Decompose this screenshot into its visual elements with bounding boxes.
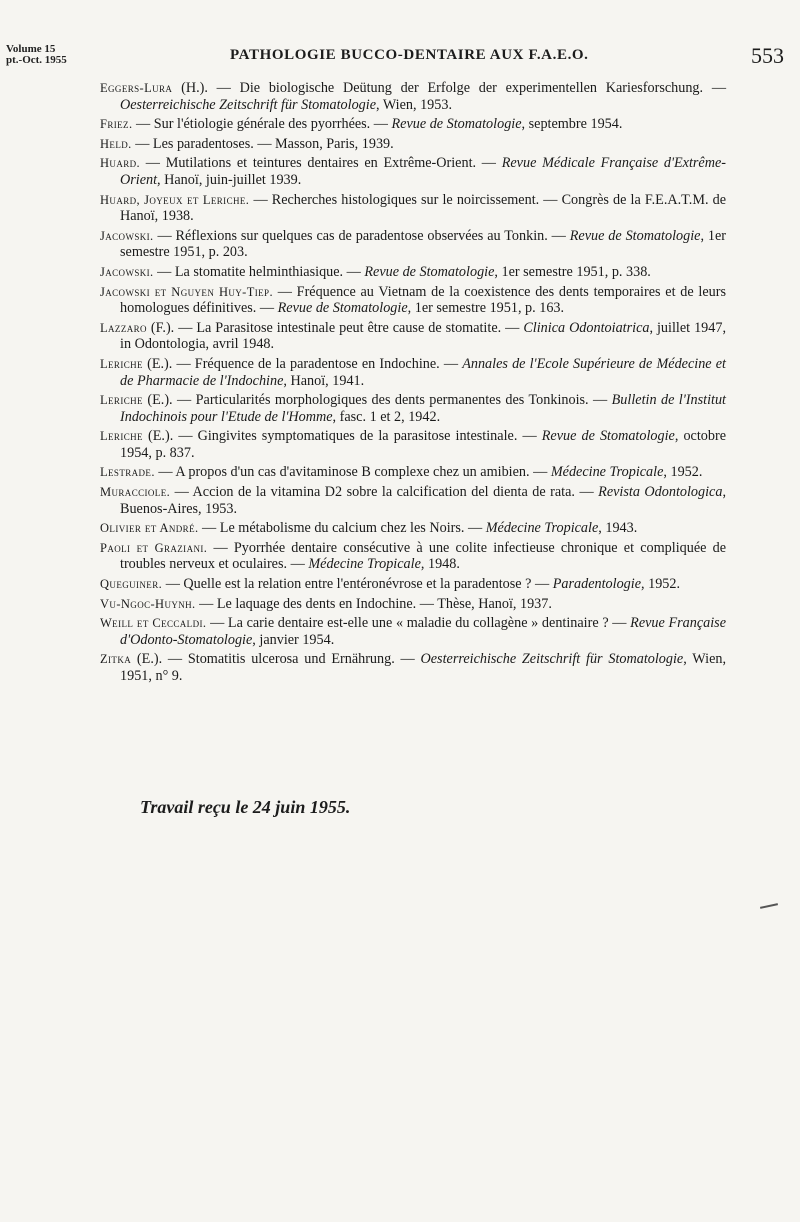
reference-author: Weill et Ceccaldi.	[100, 616, 207, 631]
reference-author: Leriche	[100, 393, 143, 408]
reference-entry	[100, 80, 726, 113]
reference-text: — Quelle est la relation entre l'entéronévrose et la paradentose ? —	[165, 576, 553, 593]
reference-text: — Sur l'étiologie générale des pyorrhées. —	[136, 116, 392, 133]
margin-mark	[760, 903, 778, 909]
reference-author: Queguiner.	[100, 577, 163, 592]
reference-text: (F.). — La Parasitose intestinale peut être cause de stomatite. —	[150, 319, 524, 336]
reference-author: Friez.	[100, 117, 133, 132]
reference-details: , octobre 1954, p. 837.	[120, 428, 727, 461]
reference-entry	[100, 428, 726, 461]
reference-source: Revue Médicale Française d'Extrême-Orient	[120, 155, 726, 188]
reference-source: Revue de Stomatologie	[541, 428, 675, 445]
reference-text: — Fréquence au Vietnam de la coexistence des dents temporaires et de leurs homologues définitives. —	[120, 283, 727, 317]
reference-entry	[100, 192, 726, 225]
reference-details: , Wien, 1953.	[376, 96, 453, 113]
reference-author: Lestrade.	[100, 465, 155, 480]
reference-text: — Recherches histologiques sur le noircissement. — Congrès de la F.E.A.T.M. de Hanoï, 1938.	[120, 191, 726, 225]
reference-entry	[100, 576, 726, 593]
reference-source: Revue de Stomatologie	[277, 300, 408, 317]
reference-source: Médecine Tropicale	[550, 464, 664, 481]
reference-text: — Réflexions sur quelques cas de paradentose observées au Tonkin. —	[157, 227, 570, 244]
reference-source: Revue de Stomatologie	[391, 116, 522, 133]
reference-entry	[100, 155, 726, 188]
reference-source: Médecine Tropicale	[308, 556, 421, 573]
reference-author: Huard, Joyeux et Leriche.	[100, 192, 250, 207]
reference-entry	[100, 596, 726, 613]
reference-author: Held.	[100, 136, 132, 151]
reference-text: — Pyorrhée dentaire consécutive à une colite infectieuse chronique et compliquée de troubles nerveux et oculaires. —	[120, 539, 727, 573]
reference-author: Jacowski et Nguyen Huy-Tiep.	[100, 284, 273, 299]
reference-details: , 1er semestre 1951, p. 203.	[120, 227, 727, 261]
issue-date: pt.-Oct. 1955	[6, 54, 67, 66]
reference-source: Revue Française d'Odonto-Stomatologie	[120, 615, 727, 648]
reference-details: , juillet 1947, in Odontologia, avril 1948.	[120, 319, 726, 353]
reference-entry	[100, 464, 726, 481]
reference-source: Oesterreichische Zeitschrift für Stomatologie	[120, 96, 376, 113]
reference-text: — La stomatite helminthiasique. —	[157, 263, 365, 280]
reference-details: , 1948.	[420, 556, 460, 573]
reference-entry	[100, 320, 726, 353]
reference-text: — Mutilations et teintures dentaires en Extrême-Orient. —	[145, 155, 502, 172]
reference-author: Muracciole.	[100, 485, 171, 500]
reference-details: , fasc. 1 et 2, 1942.	[332, 408, 441, 425]
reference-text: (E.). — Gingivites symptomatiques de la parasitose intestinale. —	[148, 428, 542, 445]
reference-author: Paoli et Graziani.	[100, 540, 208, 555]
volume-number: Volume 15	[6, 43, 56, 55]
received-date: Travail reçu le 24 juin 1955.	[140, 797, 351, 817]
reference-text: — Le laquage des dents en Indochine. — Thèse, Hanoï, 1937.	[199, 595, 552, 612]
reference-entry	[100, 228, 726, 261]
reference-details: , 1er semestre 1951, p. 338.	[494, 263, 651, 280]
reference-author: Jacowski.	[100, 264, 154, 279]
reference-entry	[100, 651, 726, 684]
reference-author: Lazzaro	[100, 320, 147, 335]
reference-source: Revista Odontologica	[598, 484, 723, 501]
reference-source: Paradentologie	[552, 576, 641, 593]
reference-details: , 1952.	[641, 576, 681, 593]
reference-entry	[100, 540, 726, 573]
reference-details: , Hanoï, juin-juillet 1939.	[157, 171, 302, 188]
reference-details: , septembre 1954.	[521, 116, 623, 133]
reference-source: Oesterreichische Zeitschrift für Stomatologie	[420, 651, 684, 668]
reference-entry	[100, 136, 726, 153]
reference-source: Annales de l'Ecole Supérieure de Médecine et de Pharmacie de l'Indochine	[120, 355, 726, 389]
reference-entry	[100, 615, 726, 648]
reference-author: Leriche	[100, 429, 143, 444]
reference-author: Jacowski.	[100, 228, 154, 243]
reference-source: Revue de Stomatologie	[364, 263, 495, 280]
reference-details: , 1952.	[663, 464, 703, 481]
reference-list	[100, 80, 726, 688]
reference-details: , Wien, 1951, n° 9.	[120, 651, 727, 684]
reference-details: , janvier 1954.	[252, 631, 335, 648]
reference-text: (H.). — Die biologische Deütung der Erfolge der experimentellen Kariesforschung. —	[181, 80, 727, 96]
reference-text: — Le métabolisme du calcium chez les Noirs. —	[202, 520, 486, 537]
reference-entry	[100, 356, 726, 389]
reference-entry	[100, 484, 726, 517]
reference-details: , Buenos-Aires, 1953.	[120, 484, 726, 517]
reference-entry	[100, 284, 726, 317]
reference-details: , Hanoï, 1941.	[283, 372, 365, 389]
reference-details: , 1er semestre 1951, p. 163.	[407, 300, 565, 317]
reference-text: — Accion de la vitamina D2 sobre la calcification del dienta de rata. —	[174, 484, 599, 501]
reference-text: — Les paradentoses. — Masson, Paris, 1939.	[135, 135, 394, 152]
reference-text: (E.). — Stomatitis ulcerosa und Ernährung. —	[136, 651, 421, 668]
reference-text: — A propos d'un cas d'avitaminose B complexe chez un amibien. —	[158, 464, 551, 481]
reference-entry	[100, 116, 726, 133]
reference-text: (E.). — Fréquence de la paradentose en Indochine. —	[147, 355, 463, 372]
page-number: 553	[751, 43, 784, 68]
reference-source: Bulletin de l'Institut Indochinois pour l'Etude de l'Homme	[120, 392, 726, 425]
reference-source: Médecine Tropicale	[485, 520, 599, 537]
volume-label	[6, 44, 67, 66]
reference-entry	[100, 264, 726, 281]
reference-text: — La carie dentaire est-elle une « maladie du collagène » dentinaire ? —	[210, 615, 631, 632]
reference-author: Zitka	[100, 652, 132, 667]
running-title: PATHOLOGIE BUCCO-DENTAIRE AUX F.A.E.O.	[230, 47, 589, 63]
reference-entry	[100, 520, 726, 537]
reference-author: Huard.	[100, 156, 141, 171]
reference-entry	[100, 392, 726, 425]
reference-author: Eggers-Lura	[100, 81, 173, 95]
reference-author: Leriche	[100, 356, 143, 371]
reference-author: Olivier et André.	[100, 521, 199, 536]
reference-source: Clinica Odontoiatrica	[523, 319, 650, 336]
reference-source: Revue de Stomatologie	[569, 227, 701, 244]
reference-details: , 1943.	[598, 520, 638, 537]
reference-text: (E.). — Particularités morphologiques des dents permanentes des Tonkinois. —	[147, 392, 612, 409]
reference-author: Vu-Ngoc-Huynh.	[100, 596, 196, 611]
